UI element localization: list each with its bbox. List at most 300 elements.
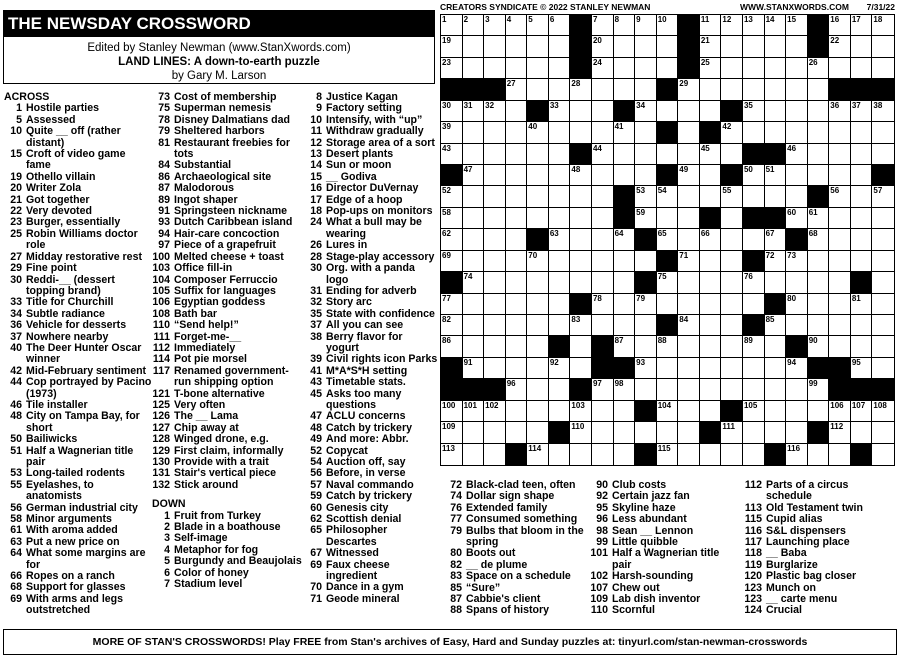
grid-cell[interactable] bbox=[851, 422, 873, 443]
grid-cell[interactable] bbox=[614, 165, 636, 186]
grid-cell[interactable] bbox=[700, 358, 722, 379]
grid-cell[interactable] bbox=[463, 251, 485, 272]
grid-cell[interactable] bbox=[721, 79, 743, 100]
grid-cell[interactable] bbox=[463, 15, 485, 36]
grid-cell[interactable] bbox=[743, 186, 765, 207]
grid-cell[interactable] bbox=[851, 315, 873, 336]
grid-cell[interactable] bbox=[765, 336, 787, 357]
grid-cell[interactable] bbox=[678, 444, 700, 465]
grid-cell[interactable] bbox=[635, 422, 657, 443]
grid-cell[interactable] bbox=[829, 208, 851, 229]
grid-cell[interactable] bbox=[829, 294, 851, 315]
grid-cell[interactable] bbox=[721, 186, 743, 207]
grid-cell[interactable] bbox=[635, 101, 657, 122]
grid-cell[interactable] bbox=[463, 358, 485, 379]
grid-cell[interactable] bbox=[570, 444, 592, 465]
grid-cell[interactable] bbox=[506, 379, 528, 400]
grid-cell[interactable] bbox=[829, 101, 851, 122]
grid-cell[interactable] bbox=[463, 208, 485, 229]
grid-cell[interactable] bbox=[484, 144, 506, 165]
grid-cell[interactable] bbox=[678, 272, 700, 293]
grid-cell[interactable] bbox=[506, 101, 528, 122]
grid-cell[interactable] bbox=[527, 422, 549, 443]
grid-cell[interactable] bbox=[786, 422, 808, 443]
grid-cell[interactable] bbox=[592, 36, 614, 57]
grid-cell[interactable] bbox=[678, 229, 700, 250]
grid-cell[interactable] bbox=[851, 15, 873, 36]
grid-cell[interactable] bbox=[635, 186, 657, 207]
grid-cell[interactable] bbox=[786, 251, 808, 272]
grid-cell[interactable] bbox=[614, 444, 636, 465]
grid-cell[interactable] bbox=[829, 36, 851, 57]
grid-cell[interactable] bbox=[484, 401, 506, 422]
grid-cell[interactable] bbox=[786, 401, 808, 422]
grid-cell[interactable] bbox=[635, 79, 657, 100]
grid-cell[interactable] bbox=[527, 358, 549, 379]
grid-cell[interactable] bbox=[506, 272, 528, 293]
grid-cell[interactable] bbox=[592, 58, 614, 79]
grid-cell[interactable] bbox=[527, 401, 549, 422]
grid-cell[interactable] bbox=[872, 229, 894, 250]
grid-cell[interactable] bbox=[506, 122, 528, 143]
grid-cell[interactable] bbox=[463, 36, 485, 57]
grid-cell[interactable] bbox=[721, 36, 743, 57]
grid-cell[interactable] bbox=[441, 401, 463, 422]
grid-cell[interactable] bbox=[614, 144, 636, 165]
grid-cell[interactable] bbox=[441, 294, 463, 315]
grid-cell[interactable] bbox=[635, 294, 657, 315]
grid-cell[interactable] bbox=[808, 401, 830, 422]
grid-cell[interactable] bbox=[484, 358, 506, 379]
grid-cell[interactable] bbox=[721, 358, 743, 379]
grid-cell[interactable] bbox=[527, 122, 549, 143]
grid-cell[interactable] bbox=[808, 58, 830, 79]
grid-cell[interactable] bbox=[872, 401, 894, 422]
grid-cell[interactable] bbox=[765, 229, 787, 250]
grid-cell[interactable] bbox=[592, 165, 614, 186]
grid-cell[interactable] bbox=[678, 144, 700, 165]
grid-cell[interactable] bbox=[765, 101, 787, 122]
grid-cell[interactable] bbox=[614, 401, 636, 422]
grid-cell[interactable] bbox=[657, 358, 679, 379]
grid-cell[interactable] bbox=[765, 15, 787, 36]
grid-cell[interactable] bbox=[614, 229, 636, 250]
grid-cell[interactable] bbox=[851, 358, 873, 379]
grid-cell[interactable] bbox=[829, 272, 851, 293]
grid-cell[interactable] bbox=[808, 444, 830, 465]
grid-cell[interactable] bbox=[851, 229, 873, 250]
grid-cell[interactable] bbox=[678, 79, 700, 100]
grid-cell[interactable] bbox=[700, 144, 722, 165]
grid-cell[interactable] bbox=[592, 186, 614, 207]
grid-cell[interactable] bbox=[592, 315, 614, 336]
grid-cell[interactable] bbox=[721, 208, 743, 229]
grid-cell[interactable] bbox=[635, 165, 657, 186]
grid-cell[interactable] bbox=[527, 165, 549, 186]
grid-cell[interactable] bbox=[527, 379, 549, 400]
grid-cell[interactable] bbox=[765, 165, 787, 186]
grid-cell[interactable] bbox=[851, 101, 873, 122]
grid-cell[interactable] bbox=[527, 208, 549, 229]
grid-cell[interactable] bbox=[765, 251, 787, 272]
grid-cell[interactable] bbox=[463, 229, 485, 250]
grid-cell[interactable] bbox=[786, 58, 808, 79]
grid-cell[interactable] bbox=[721, 58, 743, 79]
grid-cell[interactable] bbox=[786, 15, 808, 36]
grid-cell[interactable] bbox=[808, 251, 830, 272]
grid-cell[interactable] bbox=[506, 79, 528, 100]
grid-cell[interactable] bbox=[506, 401, 528, 422]
grid-cell[interactable] bbox=[786, 358, 808, 379]
grid-cell[interactable] bbox=[570, 122, 592, 143]
grid-cell[interactable] bbox=[786, 36, 808, 57]
grid-cell[interactable] bbox=[743, 36, 765, 57]
grid-cell[interactable] bbox=[635, 315, 657, 336]
grid-cell[interactable] bbox=[484, 186, 506, 207]
grid-cell[interactable] bbox=[506, 336, 528, 357]
grid-cell[interactable] bbox=[678, 422, 700, 443]
grid-cell[interactable] bbox=[765, 422, 787, 443]
grid-cell[interactable] bbox=[808, 79, 830, 100]
grid-cell[interactable] bbox=[527, 58, 549, 79]
grid-cell[interactable] bbox=[743, 336, 765, 357]
grid-cell[interactable] bbox=[678, 315, 700, 336]
grid-cell[interactable] bbox=[829, 122, 851, 143]
grid-cell[interactable] bbox=[851, 58, 873, 79]
grid-cell[interactable] bbox=[872, 315, 894, 336]
grid-cell[interactable] bbox=[700, 336, 722, 357]
grid-cell[interactable] bbox=[786, 444, 808, 465]
grid-cell[interactable] bbox=[765, 315, 787, 336]
grid-cell[interactable] bbox=[678, 208, 700, 229]
grid-cell[interactable] bbox=[463, 336, 485, 357]
grid-cell[interactable] bbox=[786, 79, 808, 100]
grid-cell[interactable] bbox=[549, 208, 571, 229]
grid-cell[interactable] bbox=[614, 336, 636, 357]
grid-cell[interactable] bbox=[765, 122, 787, 143]
grid-cell[interactable] bbox=[743, 294, 765, 315]
grid-cell[interactable] bbox=[592, 122, 614, 143]
grid-cell[interactable] bbox=[549, 358, 571, 379]
grid-cell[interactable] bbox=[463, 422, 485, 443]
grid-cell[interactable] bbox=[506, 165, 528, 186]
grid-cell[interactable] bbox=[592, 294, 614, 315]
grid-cell[interactable] bbox=[549, 186, 571, 207]
grid-cell[interactable] bbox=[657, 422, 679, 443]
grid-cell[interactable] bbox=[463, 58, 485, 79]
grid-cell[interactable] bbox=[678, 186, 700, 207]
grid-cell[interactable] bbox=[872, 15, 894, 36]
grid-cell[interactable] bbox=[721, 294, 743, 315]
grid-cell[interactable] bbox=[570, 401, 592, 422]
grid-cell[interactable] bbox=[614, 315, 636, 336]
grid-cell[interactable] bbox=[786, 122, 808, 143]
crossword-grid[interactable] bbox=[440, 14, 895, 466]
grid-cell[interactable] bbox=[570, 358, 592, 379]
grid-cell[interactable] bbox=[743, 15, 765, 36]
grid-cell[interactable] bbox=[657, 15, 679, 36]
grid-cell[interactable] bbox=[484, 101, 506, 122]
grid-cell[interactable] bbox=[549, 401, 571, 422]
grid-cell[interactable] bbox=[872, 444, 894, 465]
grid-cell[interactable] bbox=[592, 379, 614, 400]
grid-cell[interactable] bbox=[743, 401, 765, 422]
grid-cell[interactable] bbox=[743, 272, 765, 293]
grid-cell[interactable] bbox=[549, 272, 571, 293]
grid-cell[interactable] bbox=[570, 272, 592, 293]
grid-cell[interactable] bbox=[872, 208, 894, 229]
grid-cell[interactable] bbox=[700, 444, 722, 465]
grid-cell[interactable] bbox=[808, 272, 830, 293]
grid-cell[interactable] bbox=[527, 144, 549, 165]
grid-cell[interactable] bbox=[635, 379, 657, 400]
grid-cell[interactable] bbox=[484, 122, 506, 143]
grid-cell[interactable] bbox=[808, 379, 830, 400]
grid-cell[interactable] bbox=[635, 36, 657, 57]
grid-cell[interactable] bbox=[657, 272, 679, 293]
grid-cell[interactable] bbox=[829, 144, 851, 165]
grid-cell[interactable] bbox=[506, 208, 528, 229]
grid-cell[interactable] bbox=[700, 58, 722, 79]
grid-cell[interactable] bbox=[614, 422, 636, 443]
grid-cell[interactable] bbox=[700, 294, 722, 315]
grid-cell[interactable] bbox=[743, 422, 765, 443]
grid-cell[interactable] bbox=[786, 272, 808, 293]
grid-cell[interactable] bbox=[549, 294, 571, 315]
grid-cell[interactable] bbox=[484, 58, 506, 79]
grid-cell[interactable] bbox=[808, 315, 830, 336]
grid-cell[interactable] bbox=[872, 101, 894, 122]
grid-cell[interactable] bbox=[527, 336, 549, 357]
grid-cell[interactable] bbox=[506, 422, 528, 443]
grid-cell[interactable] bbox=[851, 294, 873, 315]
grid-cell[interactable] bbox=[484, 36, 506, 57]
grid-cell[interactable] bbox=[786, 165, 808, 186]
grid-cell[interactable] bbox=[570, 315, 592, 336]
grid-cell[interactable] bbox=[657, 444, 679, 465]
grid-cell[interactable] bbox=[829, 336, 851, 357]
grid-cell[interactable] bbox=[635, 144, 657, 165]
grid-cell[interactable] bbox=[829, 315, 851, 336]
grid-cell[interactable] bbox=[700, 186, 722, 207]
grid-cell[interactable] bbox=[463, 165, 485, 186]
grid-cell[interactable] bbox=[463, 294, 485, 315]
grid-cell[interactable] bbox=[786, 208, 808, 229]
grid-cell[interactable] bbox=[872, 58, 894, 79]
grid-cell[interactable] bbox=[657, 294, 679, 315]
grid-cell[interactable] bbox=[851, 122, 873, 143]
grid-cell[interactable] bbox=[570, 251, 592, 272]
grid-cell[interactable] bbox=[765, 358, 787, 379]
grid-cell[interactable] bbox=[657, 401, 679, 422]
grid-cell[interactable] bbox=[700, 229, 722, 250]
grid-cell[interactable] bbox=[829, 165, 851, 186]
grid-cell[interactable] bbox=[700, 165, 722, 186]
grid-cell[interactable] bbox=[570, 422, 592, 443]
grid-cell[interactable] bbox=[765, 401, 787, 422]
grid-cell[interactable] bbox=[829, 444, 851, 465]
grid-cell[interactable] bbox=[570, 229, 592, 250]
grid-cell[interactable] bbox=[592, 208, 614, 229]
grid-cell[interactable] bbox=[872, 251, 894, 272]
grid-cell[interactable] bbox=[549, 251, 571, 272]
grid-cell[interactable] bbox=[570, 79, 592, 100]
grid-cell[interactable] bbox=[721, 144, 743, 165]
grid-cell[interactable] bbox=[743, 79, 765, 100]
grid-cell[interactable] bbox=[829, 15, 851, 36]
grid-cell[interactable] bbox=[743, 101, 765, 122]
grid-cell[interactable] bbox=[786, 186, 808, 207]
grid-cell[interactable] bbox=[570, 336, 592, 357]
grid-cell[interactable] bbox=[592, 251, 614, 272]
grid-cell[interactable] bbox=[678, 165, 700, 186]
grid-cell[interactable] bbox=[700, 36, 722, 57]
grid-cell[interactable] bbox=[441, 336, 463, 357]
grid-cell[interactable] bbox=[851, 144, 873, 165]
grid-cell[interactable] bbox=[506, 251, 528, 272]
grid-cell[interactable] bbox=[441, 15, 463, 36]
grid-cell[interactable] bbox=[829, 422, 851, 443]
grid-cell[interactable] bbox=[635, 122, 657, 143]
grid-cell[interactable] bbox=[743, 358, 765, 379]
grid-cell[interactable] bbox=[441, 186, 463, 207]
grid-cell[interactable] bbox=[765, 186, 787, 207]
grid-cell[interactable] bbox=[549, 444, 571, 465]
grid-cell[interactable] bbox=[872, 336, 894, 357]
grid-cell[interactable] bbox=[614, 272, 636, 293]
grid-cell[interactable] bbox=[829, 401, 851, 422]
grid-cell[interactable] bbox=[872, 186, 894, 207]
grid-cell[interactable] bbox=[549, 229, 571, 250]
grid-cell[interactable] bbox=[463, 401, 485, 422]
grid-cell[interactable] bbox=[484, 315, 506, 336]
grid-cell[interactable] bbox=[484, 251, 506, 272]
grid-cell[interactable] bbox=[700, 401, 722, 422]
grid-cell[interactable] bbox=[700, 251, 722, 272]
grid-cell[interactable] bbox=[527, 444, 549, 465]
grid-cell[interactable] bbox=[657, 379, 679, 400]
grid-cell[interactable] bbox=[657, 144, 679, 165]
grid-cell[interactable] bbox=[721, 315, 743, 336]
grid-cell[interactable] bbox=[700, 79, 722, 100]
grid-cell[interactable] bbox=[635, 208, 657, 229]
grid-cell[interactable] bbox=[441, 315, 463, 336]
grid-cell[interactable] bbox=[506, 358, 528, 379]
grid-cell[interactable] bbox=[484, 165, 506, 186]
grid-cell[interactable] bbox=[506, 294, 528, 315]
grid-cell[interactable] bbox=[570, 165, 592, 186]
grid-cell[interactable] bbox=[441, 422, 463, 443]
grid-cell[interactable] bbox=[527, 272, 549, 293]
grid-cell[interactable] bbox=[657, 208, 679, 229]
grid-cell[interactable] bbox=[614, 294, 636, 315]
grid-cell[interactable] bbox=[721, 272, 743, 293]
grid-cell[interactable] bbox=[441, 208, 463, 229]
grid-cell[interactable] bbox=[700, 15, 722, 36]
grid-cell[interactable] bbox=[808, 229, 830, 250]
grid-cell[interactable] bbox=[549, 15, 571, 36]
grid-cell[interactable] bbox=[441, 122, 463, 143]
grid-cell[interactable] bbox=[786, 379, 808, 400]
grid-cell[interactable] bbox=[614, 15, 636, 36]
grid-cell[interactable] bbox=[765, 36, 787, 57]
grid-cell[interactable] bbox=[506, 315, 528, 336]
grid-cell[interactable] bbox=[678, 401, 700, 422]
grid-cell[interactable] bbox=[614, 251, 636, 272]
grid-cell[interactable] bbox=[851, 36, 873, 57]
grid-cell[interactable] bbox=[527, 15, 549, 36]
grid-cell[interactable] bbox=[506, 15, 528, 36]
grid-cell[interactable] bbox=[808, 208, 830, 229]
grid-cell[interactable] bbox=[527, 251, 549, 272]
grid-cell[interactable] bbox=[463, 144, 485, 165]
grid-cell[interactable] bbox=[851, 186, 873, 207]
grid-cell[interactable] bbox=[700, 379, 722, 400]
grid-cell[interactable] bbox=[592, 144, 614, 165]
grid-cell[interactable] bbox=[441, 251, 463, 272]
grid-cell[interactable] bbox=[506, 229, 528, 250]
grid-cell[interactable] bbox=[678, 336, 700, 357]
grid-cell[interactable] bbox=[441, 444, 463, 465]
grid-cell[interactable] bbox=[635, 336, 657, 357]
grid-cell[interactable] bbox=[484, 336, 506, 357]
grid-cell[interactable] bbox=[872, 122, 894, 143]
grid-cell[interactable] bbox=[592, 401, 614, 422]
grid-cell[interactable] bbox=[549, 58, 571, 79]
grid-cell[interactable] bbox=[765, 79, 787, 100]
grid-cell[interactable] bbox=[829, 251, 851, 272]
grid-cell[interactable] bbox=[743, 165, 765, 186]
grid-cell[interactable] bbox=[527, 79, 549, 100]
grid-cell[interactable] bbox=[463, 272, 485, 293]
grid-cell[interactable] bbox=[570, 208, 592, 229]
grid-cell[interactable] bbox=[614, 379, 636, 400]
grid-cell[interactable] bbox=[614, 122, 636, 143]
grid-cell[interactable] bbox=[657, 186, 679, 207]
grid-cell[interactable] bbox=[700, 315, 722, 336]
grid-cell[interactable] bbox=[506, 36, 528, 57]
grid-cell[interactable] bbox=[592, 101, 614, 122]
grid-cell[interactable] bbox=[743, 58, 765, 79]
grid-cell[interactable] bbox=[527, 186, 549, 207]
grid-cell[interactable] bbox=[614, 36, 636, 57]
grid-cell[interactable] bbox=[808, 144, 830, 165]
grid-cell[interactable] bbox=[851, 401, 873, 422]
grid-cell[interactable] bbox=[484, 208, 506, 229]
grid-cell[interactable] bbox=[484, 272, 506, 293]
grid-cell[interactable] bbox=[743, 122, 765, 143]
grid-cell[interactable] bbox=[570, 186, 592, 207]
grid-cell[interactable] bbox=[721, 379, 743, 400]
grid-cell[interactable] bbox=[484, 294, 506, 315]
grid-cell[interactable] bbox=[678, 294, 700, 315]
grid-cell[interactable] bbox=[549, 165, 571, 186]
grid-cell[interactable] bbox=[527, 36, 549, 57]
grid-cell[interactable] bbox=[721, 444, 743, 465]
grid-cell[interactable] bbox=[851, 208, 873, 229]
grid-cell[interactable] bbox=[678, 251, 700, 272]
grid-cell[interactable] bbox=[721, 229, 743, 250]
grid-cell[interactable] bbox=[808, 336, 830, 357]
grid-cell[interactable] bbox=[484, 15, 506, 36]
grid-cell[interactable] bbox=[872, 144, 894, 165]
grid-cell[interactable] bbox=[592, 422, 614, 443]
grid-cell[interactable] bbox=[441, 229, 463, 250]
grid-cell[interactable] bbox=[657, 36, 679, 57]
grid-cell[interactable] bbox=[721, 122, 743, 143]
grid-cell[interactable] bbox=[570, 101, 592, 122]
grid-cell[interactable] bbox=[721, 251, 743, 272]
